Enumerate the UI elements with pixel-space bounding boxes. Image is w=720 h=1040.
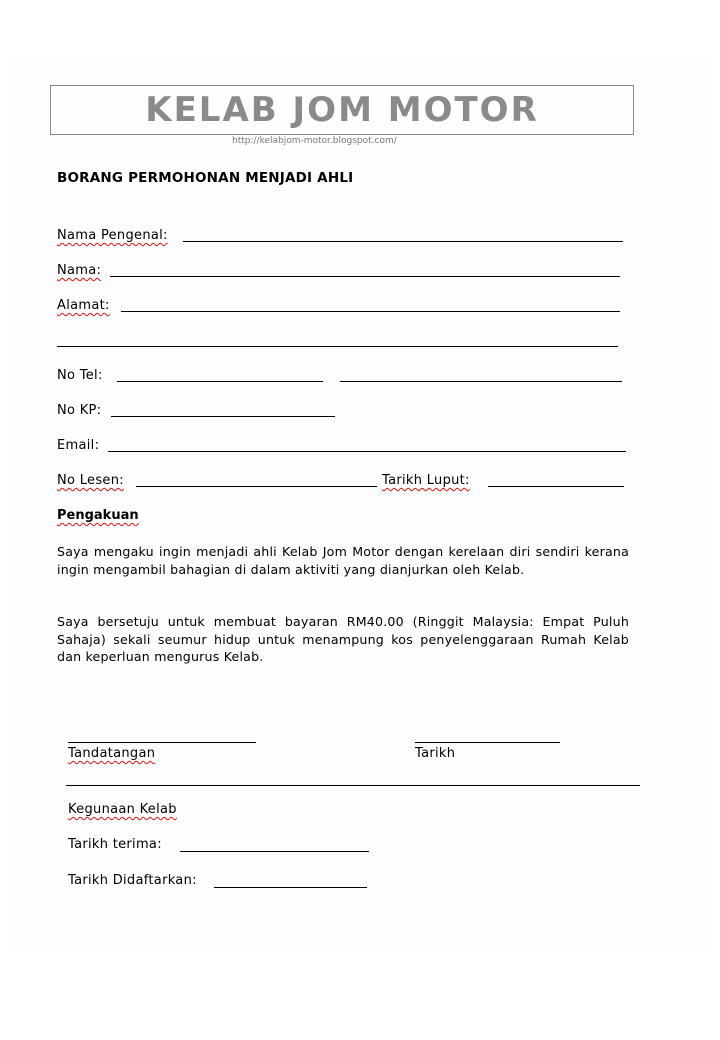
form-title: BORANG PERMOHONAN MENJADI AHLI	[57, 170, 354, 186]
declaration-heading: Pengakuan	[57, 508, 139, 523]
label-tarikh-luput: Tarikh Luput:	[382, 473, 470, 488]
label-no-tel: No Tel:	[57, 368, 103, 383]
club-name: KELAB JOM MOTOR	[145, 90, 539, 130]
header-title-box	[50, 85, 634, 135]
label-no-lesen: No Lesen:	[57, 473, 124, 488]
label-email: Email:	[57, 438, 100, 453]
blank-no-tel-1[interactable]	[117, 381, 323, 382]
blank-tarikh[interactable]	[415, 742, 560, 743]
blank-tarikh-terima[interactable]	[180, 851, 369, 852]
blank-no-lesen[interactable]	[136, 486, 377, 487]
declaration-paragraph-2: Saya bersetuju untuk membuat bayaran RM40.00 (Ringgit Malaysia: Empat Puluh Sahaja) sekali seumur hidup untuk menampung kos penyelenggaraan Rumah Kelab dan keperluan mengurus Kelab.	[57, 614, 629, 664]
blank-tandatangan[interactable]	[68, 742, 256, 743]
label-nama: Nama:	[57, 263, 102, 278]
label-tarikh-terima: Tarikh terima:	[68, 837, 162, 852]
label-tandatangan: Tandatangan	[68, 746, 156, 761]
label-tarikh: Tarikh	[415, 746, 456, 761]
blank-email[interactable]	[108, 451, 626, 452]
declaration-paragraph-1: Saya mengaku ingin menjadi ahli Kelab Jom Motor dengan kerelaan diri sendiri kerana ingin mengambil bahagian di dalam aktiviti yang dianjurkan oleh Kelab.	[57, 544, 629, 577]
divider-line	[66, 785, 640, 786]
blank-nama[interactable]	[110, 276, 620, 277]
label-no-kp: No KP:	[57, 403, 102, 418]
label-alamat: Alamat:	[57, 298, 110, 313]
blank-tarikh-didaftarkan[interactable]	[214, 887, 367, 888]
blank-alamat-1[interactable]	[121, 311, 620, 312]
blank-tarikh-luput[interactable]	[488, 486, 624, 487]
blank-alamat-2[interactable]	[57, 346, 618, 347]
label-tarikh-didaftarkan: Tarikh Didaftarkan:	[68, 873, 197, 888]
document-page	[12, 56, 708, 952]
blank-no-kp[interactable]	[111, 416, 335, 417]
blank-nama-pengenal[interactable]	[183, 241, 623, 242]
label-nama-pengenal: Nama Pengenal:	[57, 228, 168, 243]
club-url: http://kelabjom-motor.blogspot.com/	[232, 136, 397, 146]
blank-no-tel-2[interactable]	[340, 381, 622, 382]
office-use-heading: Kegunaan Kelab	[68, 802, 177, 817]
